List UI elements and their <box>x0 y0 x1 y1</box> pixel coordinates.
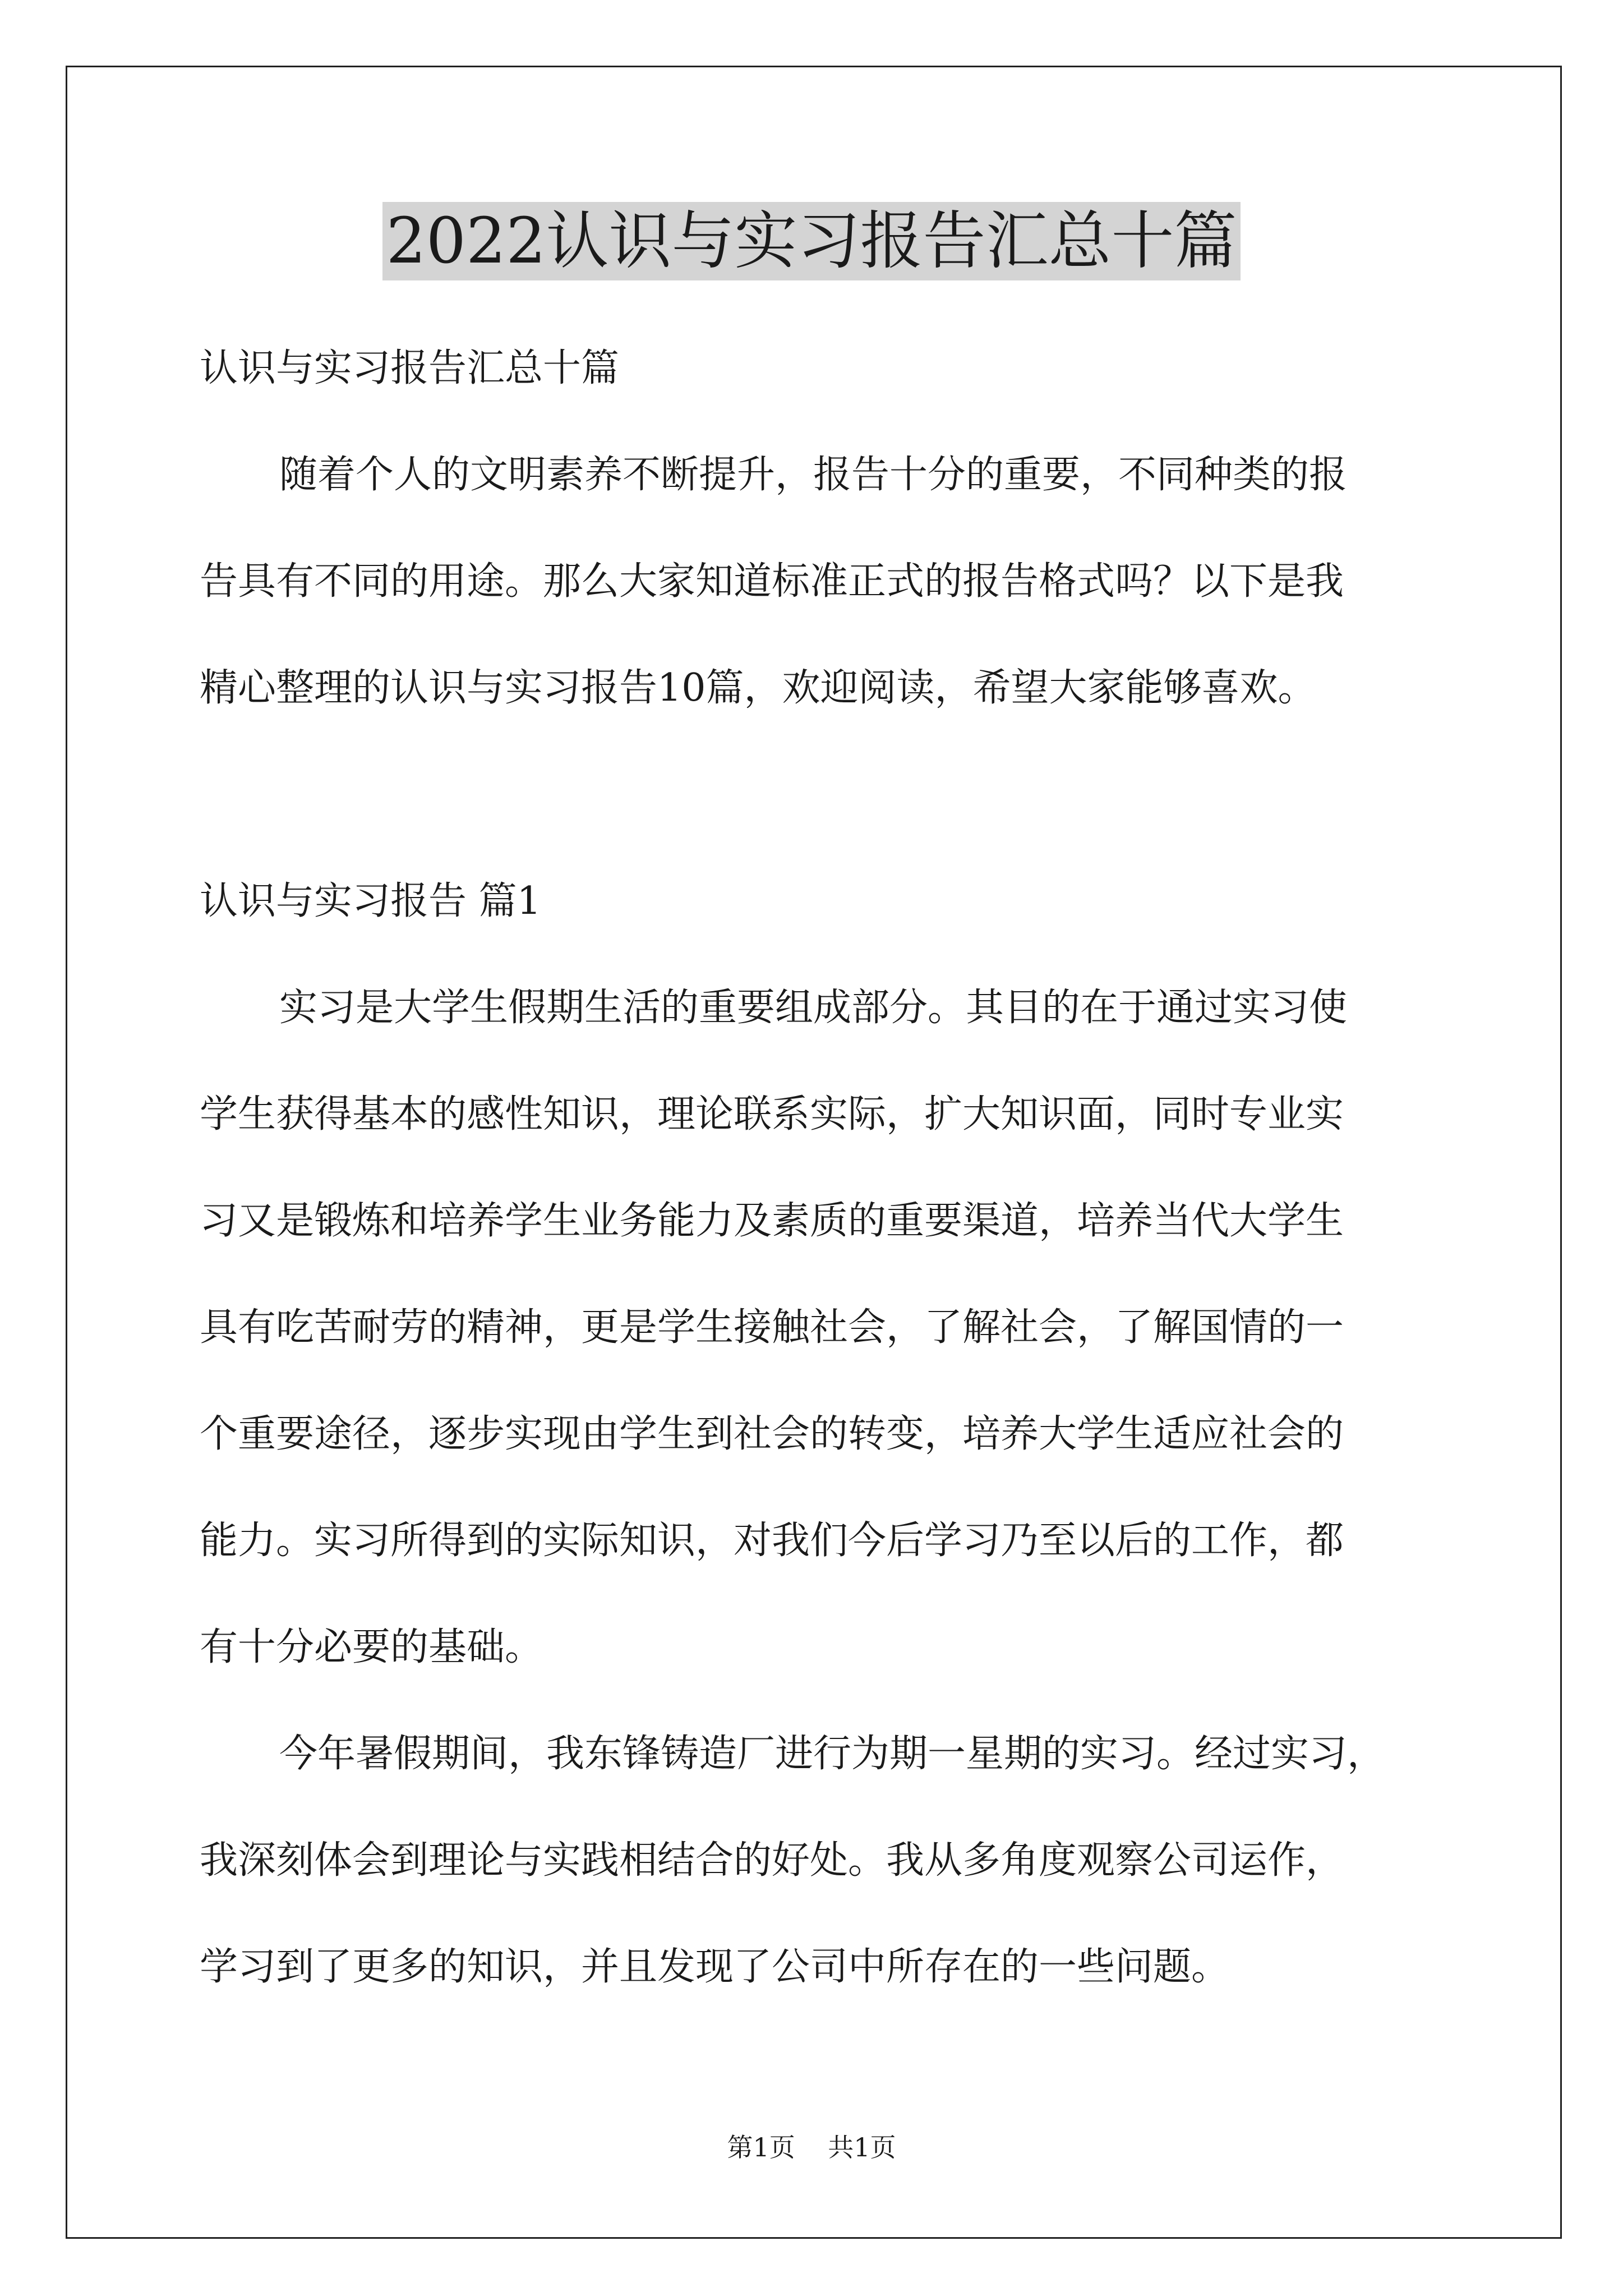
section-heading: 认识与实习报告 篇1 <box>200 879 541 923</box>
paragraph-line: 告具有不同的用途。那么大家知道标准正式的报告格式吗？以下是我 <box>200 559 1344 604</box>
intro-paragraph <box>200 422 1433 742</box>
paragraph-line: 我深刻体会到理论与实践相结合的好处。我从多角度观察公司运作， <box>200 1838 1344 1883</box>
paragraph-line: 有十分必要的基础。 <box>200 1625 543 1669</box>
document-subtitle: 认识与实习报告汇总十篇 <box>200 346 620 390</box>
paragraph-line: 学习到了更多的知识，并且发现了公司中所存在的一些问题。 <box>200 1945 1230 1989</box>
paragraph-line: 习又是锻炼和培养学生业务能力及素质的重要渠道，培养当代大学生 <box>200 1199 1344 1243</box>
paragraph-line: 能力。实习所得到的实际知识，对我们今后学习乃至以后的工作，都 <box>200 1519 1344 1563</box>
paragraph-line: 个重要途径，逐步实现由学生到社会的转变，培养大学生适应社会的 <box>200 1412 1344 1456</box>
document-title: 2022认识与实习报告汇总十篇 <box>382 202 1240 280</box>
section-paragraph-2 <box>200 1701 1433 2021</box>
paragraph-line: 随着个人的文明素养不断提升，报告十分的重要，不同种类的报 <box>279 453 1348 497</box>
section-paragraph-1 <box>200 955 1433 1701</box>
paragraph-line: 具有吃苦耐劳的精神，更是学生接触社会，了解社会，了解国情的一 <box>200 1305 1344 1350</box>
paragraph-line: 实习是大学生假期生活的重要组成部分。其目的在于通过实习使 <box>279 986 1348 1030</box>
document-body <box>200 315 1433 2021</box>
blank-line <box>200 742 1433 848</box>
paragraph-line: 精心整理的认识与实习报告10篇，欢迎阅读，希望大家能够喜欢。 <box>200 666 1316 710</box>
paragraph-line: 学生获得基本的感性知识，理论联系实际，扩大知识面，同时专业实 <box>200 1092 1344 1137</box>
title-container <box>0 202 1623 280</box>
page-footer: 第1页 共1页 <box>727 2132 896 2162</box>
paragraph-line: 今年暑假期间，我东锋铸造厂进行为期一星期的实习。经过实习， <box>279 1732 1386 1776</box>
